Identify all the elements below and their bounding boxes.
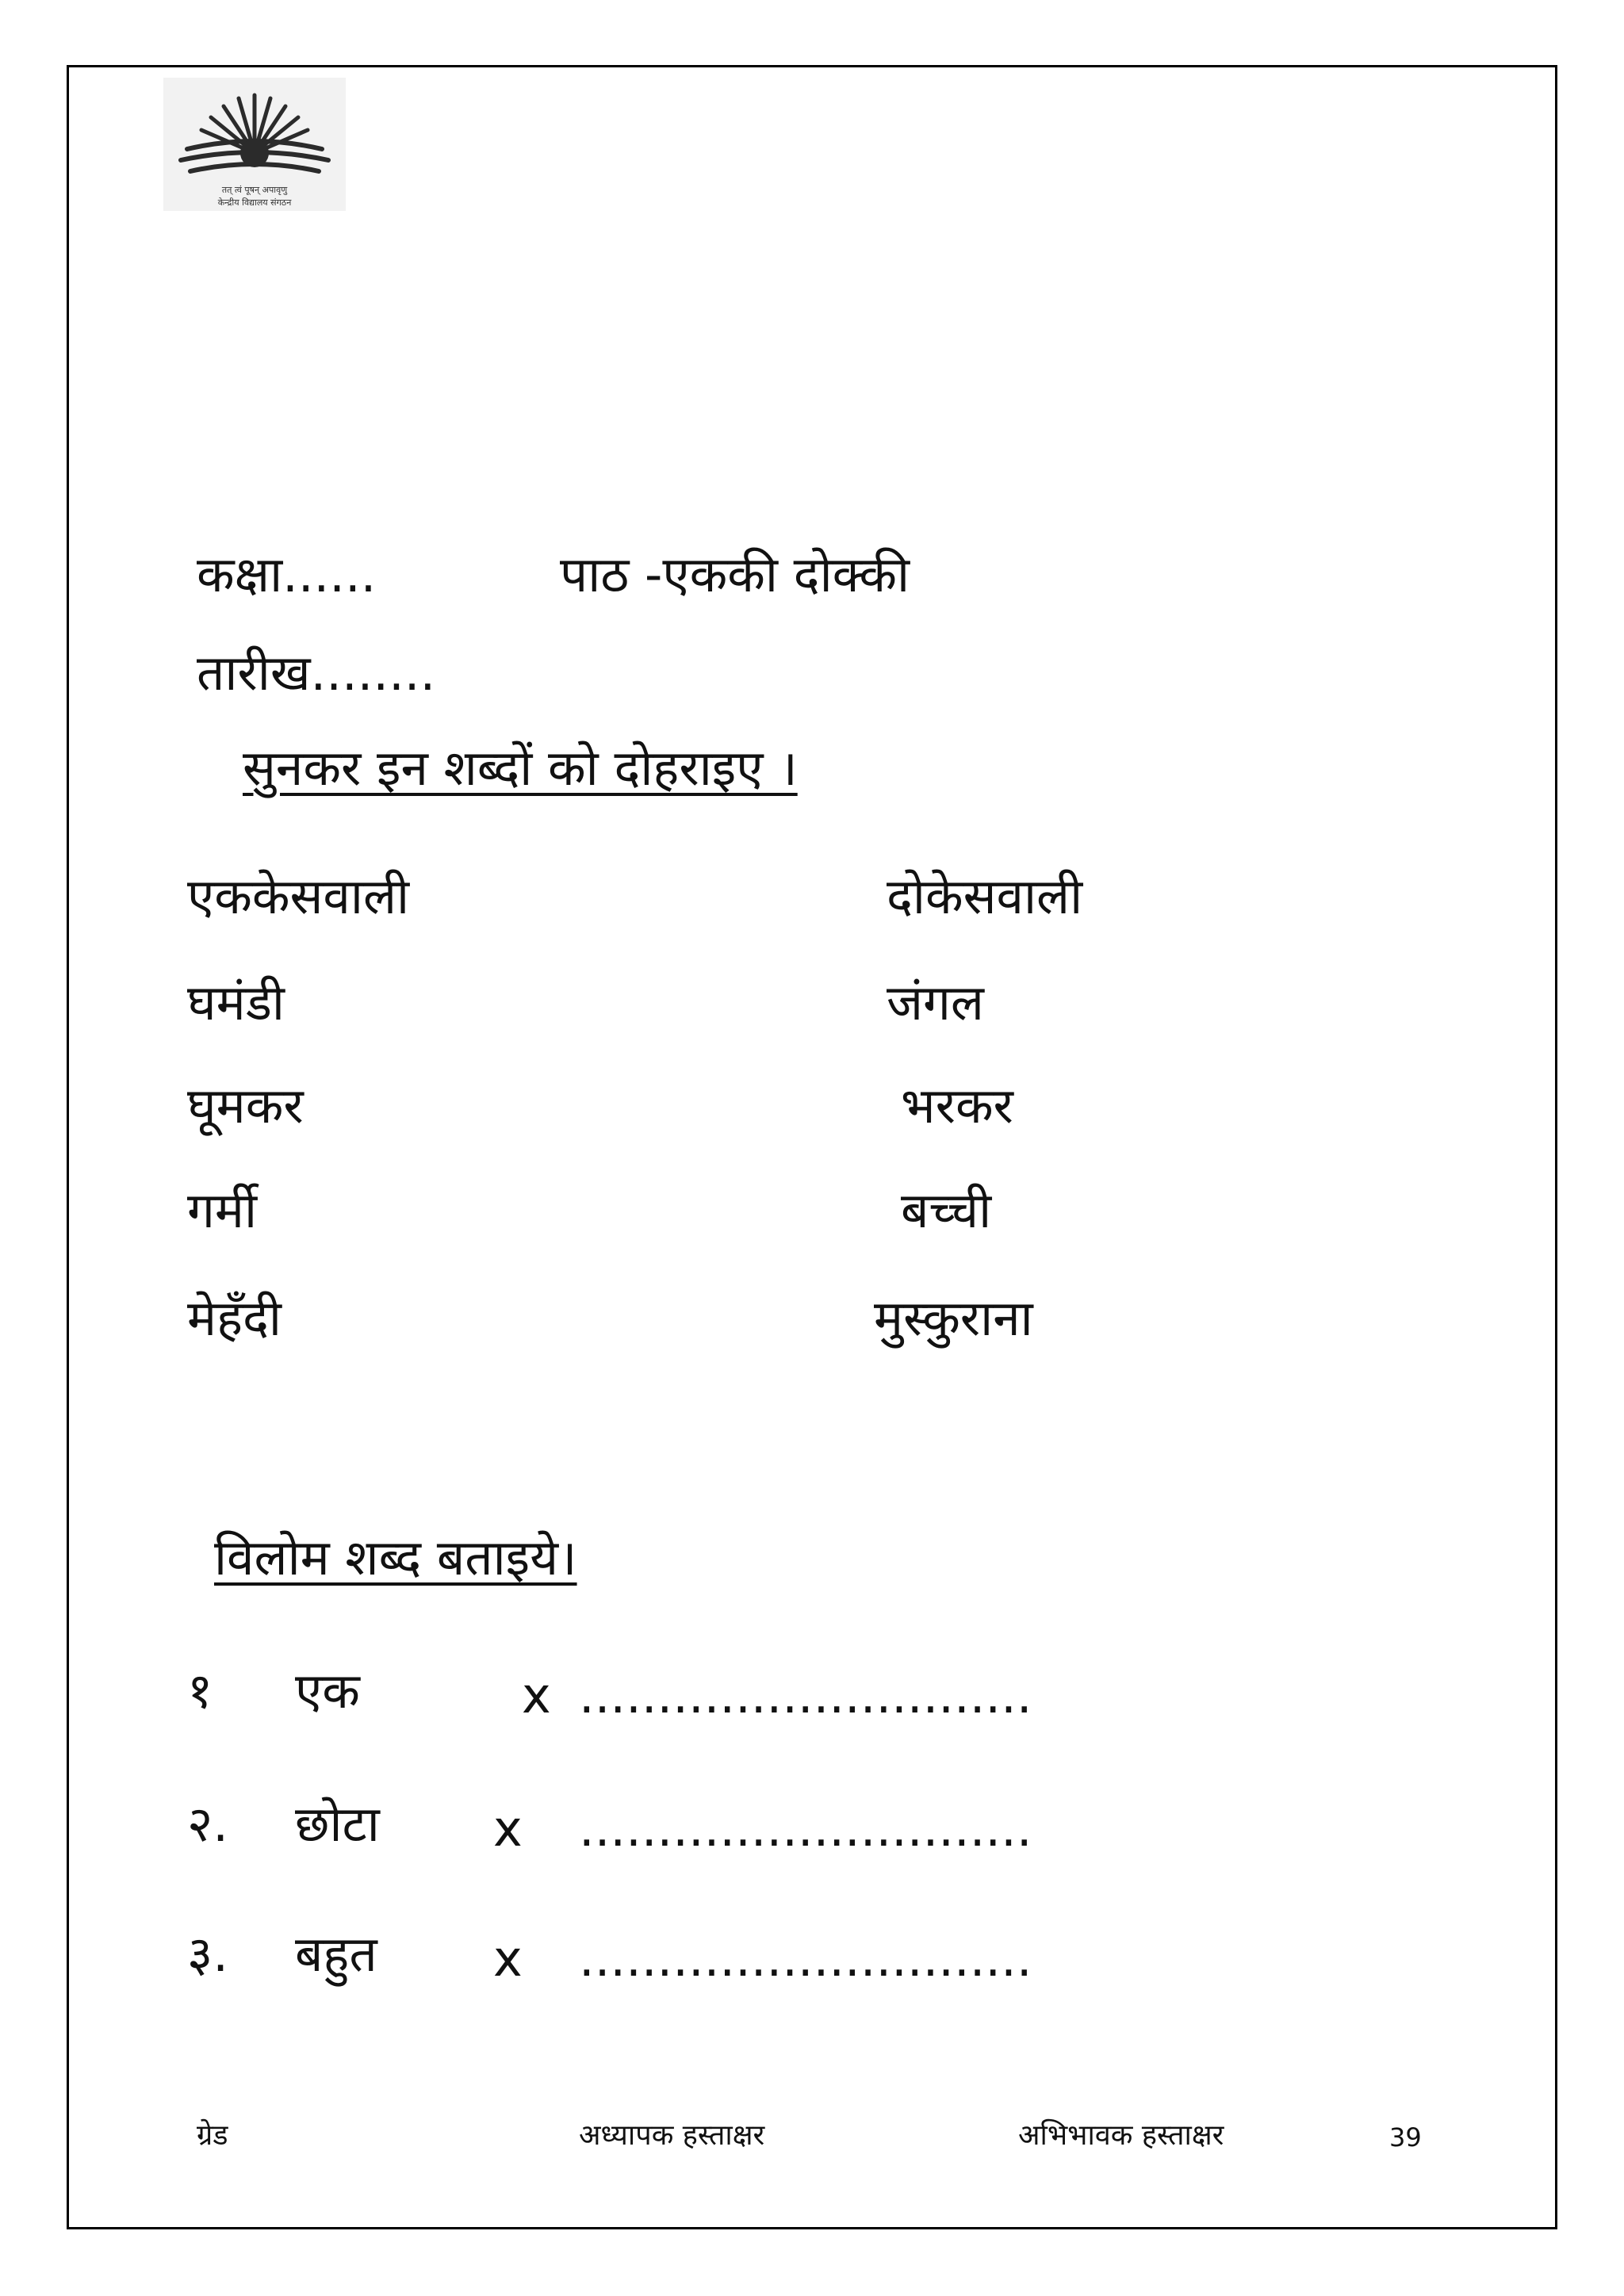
teacher-signature-label: अध्यापक हस्ताक्षर bbox=[579, 2119, 765, 2152]
antonym-2-blank: ............................. bbox=[579, 1800, 1032, 1858]
page-number: 39 bbox=[1389, 2122, 1422, 2152]
class-label: कक्षा...... bbox=[197, 545, 377, 603]
antonym-2-number: २. bbox=[187, 1795, 228, 1853]
antonym-2-word: छोटा bbox=[295, 1795, 380, 1853]
antonym-1-cross: x bbox=[522, 1667, 551, 1724]
date-label: तारीख........ bbox=[197, 644, 436, 702]
word-right-4: बच्ची bbox=[901, 1181, 992, 1239]
word-left-1: एककेसवाली bbox=[187, 867, 410, 925]
antonym-1-number: १ bbox=[187, 1662, 213, 1720]
word-left-5: मेहँदी bbox=[187, 1289, 282, 1347]
word-left-3: घूमकर bbox=[187, 1077, 304, 1135]
grade-label: ग्रेड bbox=[197, 2119, 228, 2152]
word-right-1: दोकेसवाली bbox=[887, 867, 1083, 925]
rising-sun-icon bbox=[163, 78, 346, 181]
word-left-4: गर्मी bbox=[187, 1181, 258, 1239]
antonym-1-blank: ............................. bbox=[579, 1667, 1032, 1724]
antonym-3-word: बहुत bbox=[295, 1925, 377, 1983]
lesson-title: पाठ -एककी दोक्की bbox=[560, 545, 910, 603]
antonym-3-blank: ............................. bbox=[579, 1930, 1032, 1988]
word-right-2: जंगल bbox=[887, 974, 984, 1031]
antonym-1-word: एक bbox=[295, 1662, 360, 1720]
parent-signature-label: अभिभावक हस्ताक्षर bbox=[1018, 2119, 1224, 2152]
antonym-2-cross: x bbox=[493, 1800, 523, 1858]
antonym-3-number: ३. bbox=[187, 1925, 228, 1983]
logo-motto: तत् त्वं पूषन् अपावृणु bbox=[221, 185, 288, 195]
page-border bbox=[67, 65, 1557, 2229]
section-heading-repeat-words: सुनकर इन शब्दों को दोहराइए । bbox=[243, 739, 798, 797]
word-right-3: भरकर bbox=[901, 1077, 1013, 1135]
antonym-3-cross: x bbox=[493, 1930, 523, 1988]
word-left-2: घमंडी bbox=[187, 974, 285, 1031]
word-right-5: मुस्कुराना bbox=[874, 1289, 1033, 1347]
section-heading-antonyms: विलोम शब्द बताइये। bbox=[214, 1529, 577, 1586]
logo-org-name: केन्द्रीय विद्यालय संगठन bbox=[217, 197, 292, 208]
kvs-logo bbox=[163, 78, 346, 211]
